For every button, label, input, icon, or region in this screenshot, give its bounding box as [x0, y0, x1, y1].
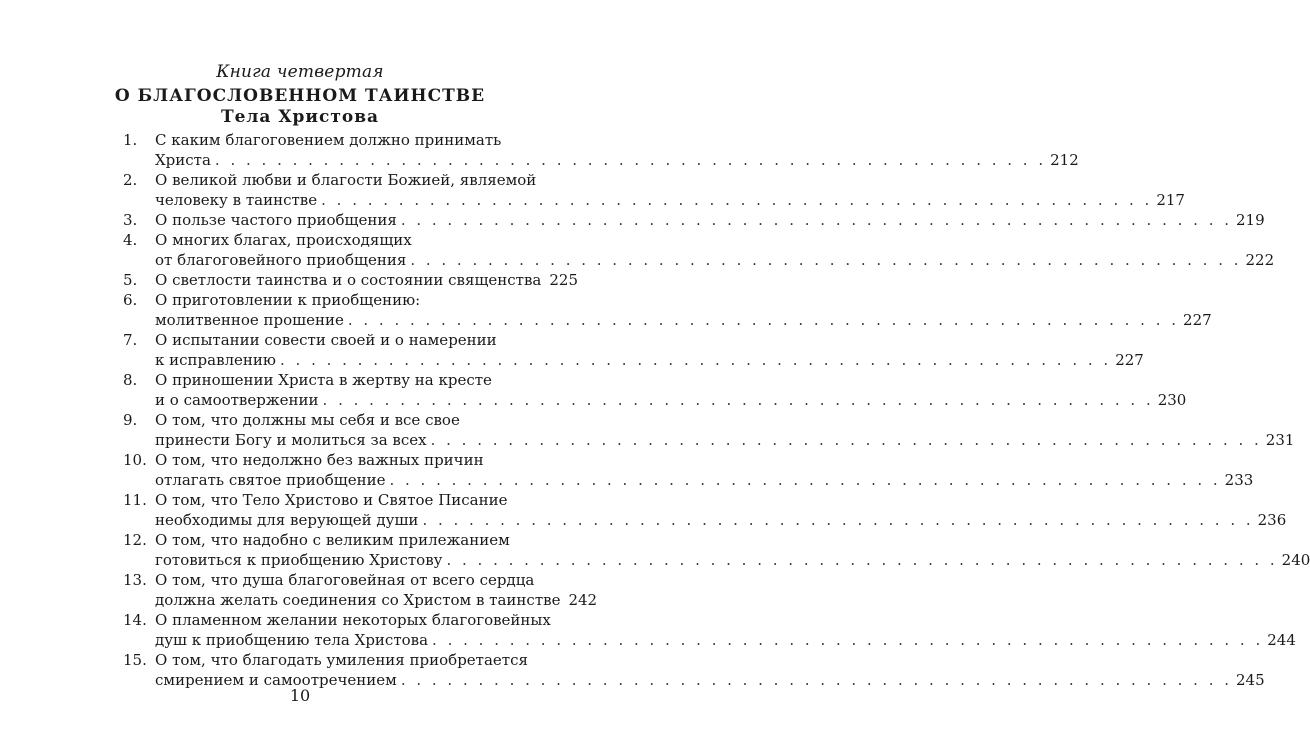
toc-entry-title-line: человеку в таинстве [155, 191, 318, 209]
dot-leader: . . . . . . . . . . . . . . . . . . . . . . . . . . . . . . . . . . . . . . . . . . . . . . . . . . . . . . [400, 211, 1232, 229]
toc-entry-page: 217 [1156, 191, 1185, 209]
toc-entry-title-line: должна желать соединения со Христом в таинстве [155, 591, 561, 609]
toc-entry-page: 230 [1157, 391, 1187, 409]
toc-entry [123, 290, 1212, 330]
toc-entry-title-line: принести Богу и молиться за всех [155, 431, 427, 449]
toc-entry [123, 370, 1187, 410]
toc-entry [123, 450, 1254, 490]
toc-entry-number: 8. [123, 371, 138, 389]
toc-entry [123, 130, 1079, 170]
toc-entry-number: 4. [123, 231, 138, 249]
toc-entry-title-line: к исправлению [155, 351, 276, 369]
toc-entry-number: 14. [123, 611, 147, 629]
toc-entry-title-line: О том, что надобно с великим прилежанием [155, 531, 510, 549]
toc-entry-title-line: О великой любви и благости Божией, являемой [155, 171, 537, 189]
dot-leader: . . . . . . . . . . . . . . . . . . . . . . . . . . . . . . . . . . . . . . . . . . . . . . . . . . . . . . [280, 351, 1112, 369]
toc-entry-page: 245 [1236, 671, 1265, 689]
toc-entry-page: 244 [1267, 631, 1296, 649]
toc-entry-title-line: от благоговейного приобщения [155, 251, 407, 269]
dot-leader: . . . . . . . . . . . . . . . . . . . . . . . . . . . . . . . . . . . . . . . . . . . . . . . . . . . . . . [389, 471, 1221, 489]
section-heading-line1: О БЛАГОСЛОВЕННОМ ТАИНСТВЕ [114, 86, 486, 106]
toc-entry-title-line: необходимы для верующей души [155, 511, 419, 529]
toc-entry-number: 10. [123, 451, 147, 469]
toc-entry-page: 227 [1115, 351, 1144, 369]
toc-entry-title-line: О том, что душа благоговейная от всего сердца [155, 571, 535, 589]
toc-entry-title-line: О том, что должны мы себя и все свое [155, 411, 460, 429]
toc-entry-title-line: О многих благах, происходящих [155, 231, 412, 249]
toc-entry-title-line: О том, что благодать умиления приобретается [155, 651, 528, 669]
toc-entry-title-line: О испытании совести своей и о намерении [155, 331, 497, 349]
toc-entry-page: 219 [1236, 211, 1265, 229]
toc-entry-page: 236 [1257, 511, 1287, 529]
toc-entry-number: 6. [123, 291, 138, 309]
toc-entry-title-line: О приношении Христа в жертву на кресте [155, 371, 492, 389]
toc-entry-number: 5. [123, 271, 138, 289]
toc-entry-page: 233 [1224, 471, 1254, 489]
dot-leader: . . . . . . . . . . . . . . . . . . . . . . . . . . . . . . . . . . . . . . . . . . . . . . . . . . . . . . [430, 431, 1262, 449]
toc-entry [123, 650, 1265, 690]
toc-entry-number: 1. [123, 131, 138, 149]
dot-leader: . . . . . . . . . . . . . . . . . . . . . . . . . . . . . . . . . . . . . . . . . . . . . . . . . . . . . . [432, 631, 1264, 649]
toc-entry-title-line: С каким благоговением должно принимать [155, 131, 502, 149]
toc-entry [123, 490, 1287, 530]
toc-entry-title-line: отлагать святое приобщение [155, 471, 386, 489]
toc-entry-title-line: готовиться к приобщению Христову [155, 551, 443, 569]
dot-leader: . . . . . . . . . . . . . . . . . . . . . . . . . . . . . . . . . . . . . . . . . . . . . . . . . . . . . . [410, 251, 1242, 269]
toc-entry-number: 3. [123, 211, 138, 229]
dot-leader: . . . . . . . . . . . . . . . . . . . . . . . . . . . . . . . . . . . . . . . . . . . . . . . . . . . . . . [321, 191, 1153, 209]
toc-entry [123, 170, 1185, 210]
toc-entry-page: 225 [549, 271, 579, 289]
toc-entry [123, 530, 1310, 570]
toc-entry [123, 410, 1295, 450]
toc-entry-page: 212 [1050, 151, 1079, 169]
toc-entry-number: 13. [123, 571, 147, 589]
toc-entry-title-line: О пользе частого приобщения [155, 211, 397, 229]
toc-entry-number: 12. [123, 531, 147, 549]
dot-leader: . . . . . . . . . . . . . . . . . . . . . . . . . . . . . . . . . . . . . . . . . . . . . . . . . . . . . . [322, 391, 1154, 409]
toc-entry-page: 231 [1265, 431, 1295, 449]
section-heading-line2: Тела Христова [220, 107, 380, 127]
toc-entry-title-line: О светлости таинства и о состоянии священства [155, 271, 542, 289]
dot-leader: . . . . . . . . . . . . . . . . . . . . . . . . . . . . . . . . . . . . . . . . . . . . . . . . . . . . . . [400, 671, 1232, 689]
page-number: 10 [289, 686, 311, 705]
toc-entry [123, 330, 1144, 370]
toc-entry [123, 570, 598, 610]
toc-entry-page: 240 [1281, 551, 1310, 569]
toc-entry [123, 610, 1296, 650]
dot-leader: . . . . . . . . . . . . . . . . . . . . . . . . . . . . . . . . . . . . . . . . . . . . . . . . . . . . . . [446, 551, 1278, 569]
toc-entry-number: 2. [123, 171, 138, 189]
toc-entry-number: 7. [123, 331, 138, 349]
dot-leader: . . . . . . . . . . . . . . . . . . . . . . . . . . . . . . . . . . . . . . . . . . . . . . . . . . . . . . [347, 311, 1180, 329]
dot-leader: . . . . . . . . . . . . . . . . . . . . . . . . . . . . . . . . . . . . . . . . . . . . . . . . . . . . . . [214, 151, 1047, 169]
toc-entry-page: 227 [1183, 311, 1212, 329]
toc-entry-title-line: О приготовлении к приобщению: [155, 291, 421, 309]
toc-entry [123, 270, 579, 290]
toc-entry-page: 242 [568, 591, 598, 609]
toc-entry [123, 210, 1265, 230]
table-of-contents [123, 130, 1310, 690]
toc-entry-title-line: душ к приобщению тела Христова [155, 631, 429, 649]
toc-entry-number: 11. [123, 491, 147, 509]
toc-entry-title-line: О том, что недолжно без важных причин [155, 451, 484, 469]
dot-leader: . . . . . . . . . . . . . . . . . . . . . . . . . . . . . . . . . . . . . . . . . . . . . . . . . . . . . . [422, 511, 1254, 529]
book-label: Книга четвертая [216, 62, 384, 82]
toc-entry-title-line: О пламенном желании некоторых благоговейных [155, 611, 551, 629]
toc-entry-title-line: смирением и самоотречением [155, 671, 397, 689]
toc-entry-title-line: и о самоотвержении [155, 391, 319, 409]
toc-entry [123, 230, 1275, 270]
toc-entry-title-line: О том, что Тело Христово и Святое Писание [155, 491, 508, 509]
toc-entry-page: 222 [1245, 251, 1275, 269]
toc-entry-number: 9. [123, 411, 138, 429]
toc-entry-title-line: Христа [155, 151, 211, 169]
toc-entry-number: 15. [123, 651, 147, 669]
toc-entry-title-line: молитвенное прошение [155, 311, 344, 329]
